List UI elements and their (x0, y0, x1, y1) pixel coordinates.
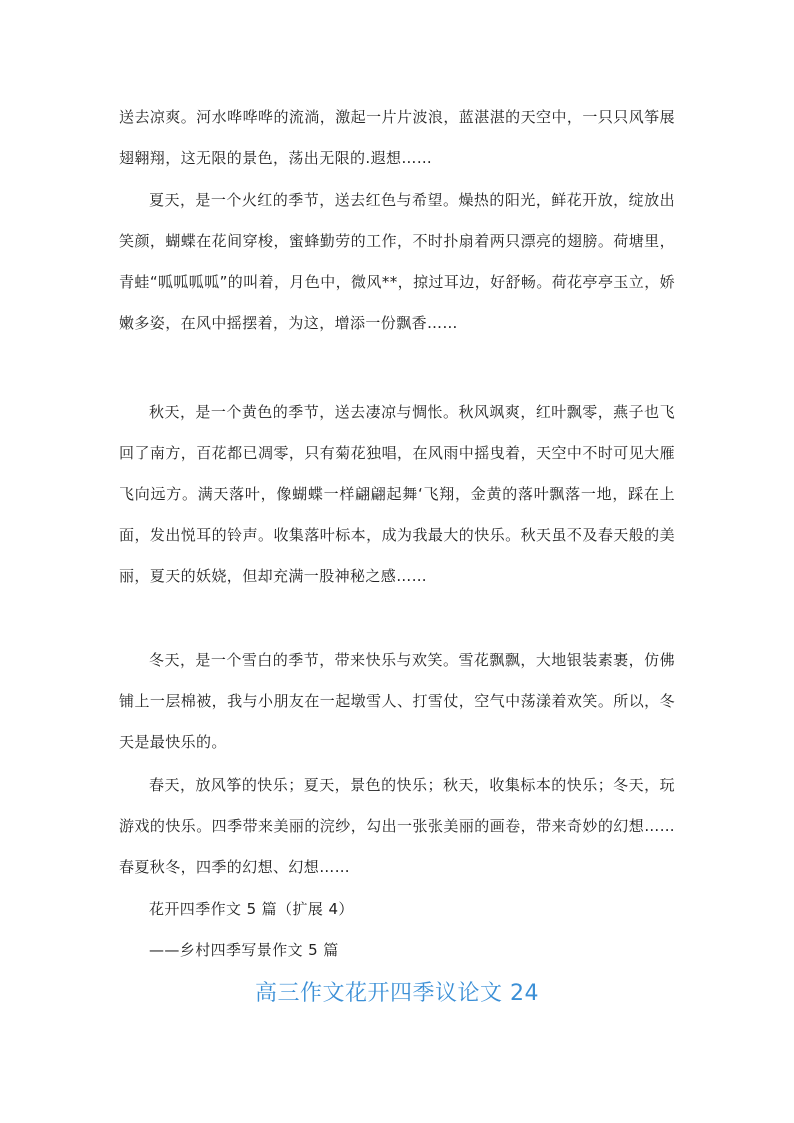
extension-line: 花开四季作文 5 篇（扩展 4） (149, 900, 354, 918)
subtitle-line: ——乡村四季写景作文 5 篇 (149, 941, 339, 959)
paragraph-conclusion: 春天，放风筝的快乐；夏天，景色的快乐；秋天，收集标本的快乐；冬天，玩游戏的快乐。四季带来美丽的浣纱，勾出一张张美丽的画卷，带来奇妙的幻想……春夏秋冬，四季的幻想、幻想…… (119, 776, 675, 876)
paragraph-spring-continued: 送去凉爽。河水哗哗哗的流淌，激起一片片波浪，蓝湛湛的天空中，一只只风筝展翅翱翔，这无限的景色，荡出无限的.遐想…… (119, 108, 675, 167)
section-title: 高三作文花开四季议论文 24 (255, 981, 539, 1006)
paragraph-winter: 冬天，是一个雪白的季节，带来快乐与欢笑。雪花飘飘，大地银装素裹，仿佛铺上一层棉被，我与小朋友在一起墩雪人、打雪仗，空气中荡漾着欢笑。所以，冬天是最快乐的。 (119, 651, 675, 751)
paragraph-summer: 夏天，是一个火红的季节，送去红色与希望。燥热的阳光，鲜花开放，绽放出笑颜，蝴蝶在花间穿梭，蜜蜂勤劳的工作，不时扑扇着两只漂亮的翅膀。荷塘里，青蛙“呱呱呱呱”的叫着，月色中，微风**，掠过耳边，好舒畅。荷花亭亭玉立，娇嫩多姿，在风中摇摆着，为这，增添一份飘香…… (119, 191, 675, 332)
paragraph-autumn: 秋天，是一个黄色的季节，送去凄凉与惆怅。秋风飒爽，红叶飘零，燕子也飞回了南方，百花都已凋零，只有菊花独唱，在风雨中摇曳着，天空中不时可见大雁飞向远方。满天落叶，像蝴蝶一样翩翩起舞‘飞翔，金黄的落叶飘落一地，踩在上面，发出悦耳的铃声。收集落叶标本，成为我最大的快乐。秋天虽不及春天般的美丽，夏天的妖娆，但却充满一股神秘之感…… (119, 403, 675, 585)
